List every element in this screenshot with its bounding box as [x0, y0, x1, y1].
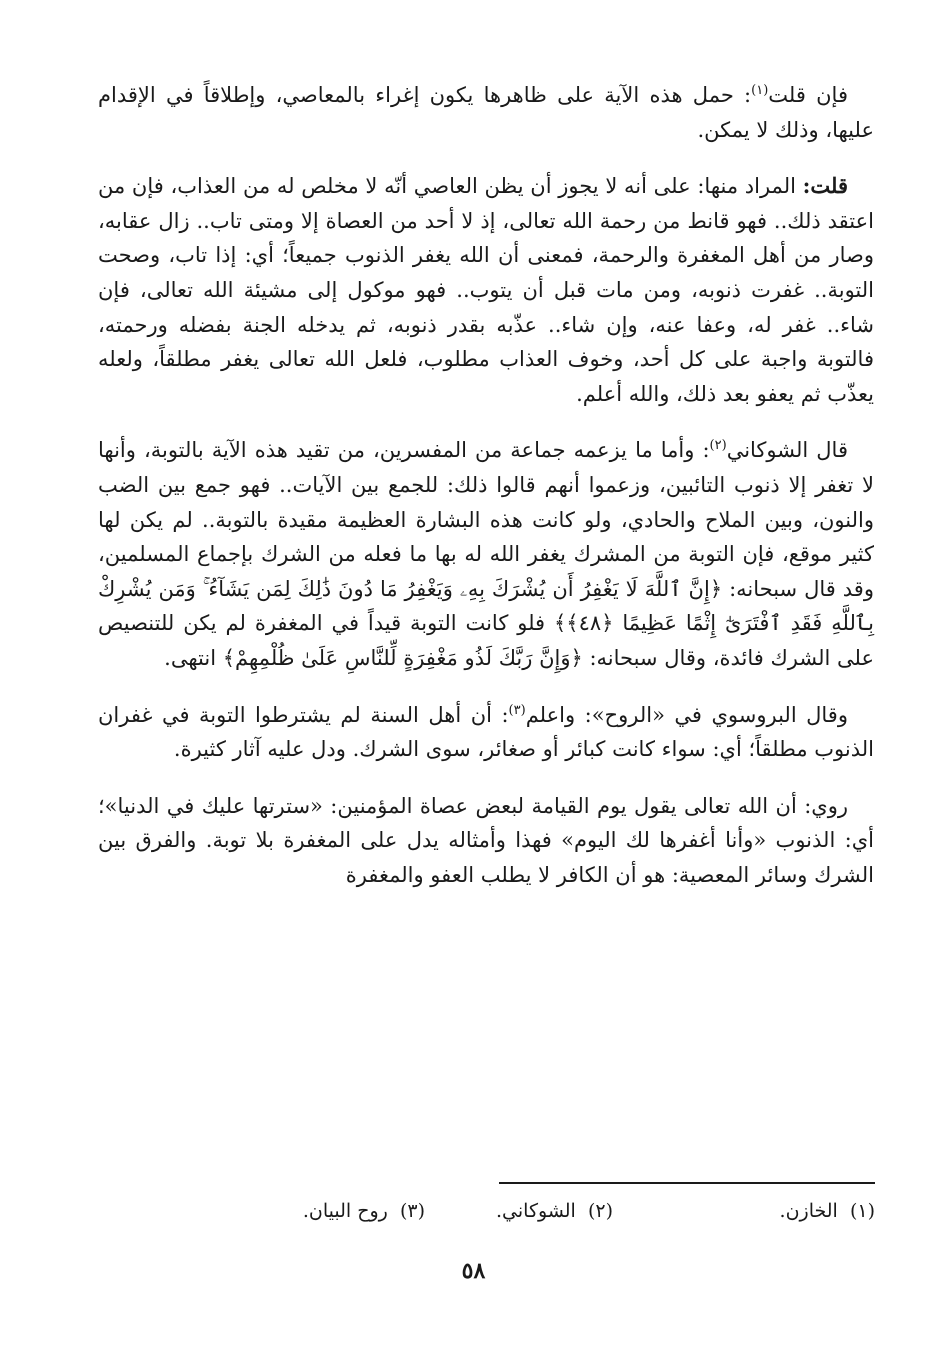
paragraph-3 [98, 433, 874, 675]
paragraph-text: المراد منها: على أنه لا يجوز أن يظن العاصي أنّه لا مخلص له من العذاب، فإن من اعتقد ذلك.. فهو قانط من رحمة الله تعالى، إذ لا أحد من العصاة إلا ومتى تاب.. زال عقابه، وصار من أهل المغفرة والرحمة، فمعنى أن الله يغفر الذنوب جميعاً؛ أي: إذا تاب، وصحت التوبة.. غفرت ذنوبه، ومن مات قبل أن يتوب.. فهو موكول إلى مشيئة الله تعالى، فإن شاء.. غفر له، وعفا عنه، وإن شاء.. عذّبه بقدر ذنوبه، ثم يدخله الجنة بفضله ورحمته، فالتوبة واجبة على كل أحد، وخوف العذاب مطلوب، فلعل الله تعالى يغفر مطلقاً، ولعله يعذّب ثم يعفو بعد ذلك، والله أعلم. [98, 174, 874, 406]
main-text [98, 78, 874, 914]
paragraph-lead: قلت: [802, 173, 848, 199]
paragraph-lead: وقال البروسوي في «الروح»: واعلم [525, 702, 848, 727]
footnote-1 [780, 1196, 875, 1226]
paragraph-2 [98, 169, 874, 411]
paragraph-lead: فإن قلت [768, 83, 848, 107]
paragraph-text: : أن أهل السنة لم يشترطوا التوبة في غفران الذنوب مطلقاً؛ أي: سواء كانت كبائر أو صغائر، سوى الشرك. ودل عليه آثار كثيرة. [98, 702, 874, 762]
paragraph-4 [98, 698, 874, 767]
footnote-number: (٣) [399, 1200, 425, 1222]
footnote-3 [303, 1196, 425, 1226]
paragraph-lead: قال الشوكاني [726, 438, 848, 463]
footnote-2 [496, 1196, 613, 1226]
footnote-number: (٢) [587, 1200, 613, 1222]
paragraph-lead: روي: [804, 793, 848, 818]
paragraph-text: : حمل هذه الآية على ظاهرها يكون إغراء بالمعاصي، وإطلاقاً في الإقدام عليها، وذلك لا يمكن. [98, 83, 874, 142]
paragraph-1 [98, 78, 874, 147]
page-number: ٥٨ [461, 1258, 486, 1284]
paragraph-5 [98, 789, 874, 893]
footnote-ref-3[interactable]: (٣) [508, 702, 526, 718]
footnote-number: (١) [849, 1200, 875, 1222]
footnote-text: الشوكاني. [496, 1200, 576, 1222]
footnote-text: روح البيان. [302, 1200, 388, 1222]
paragraph-text: أن الله تعالى يقول يوم القيامة لبعض عصاة المؤمنين: «سترتها عليك في الدنيا»؛ أي: الذنوب «وأنا أغفرها لك اليوم» فهذا وأمثاله يدل على المغفرة بلا توبة. والفرق بين الشرك وسائر المعصية: هو أن الكافر لا يطلب العفو والمغفرة [98, 793, 874, 887]
paragraph-text: : وأما ما يزعمه جماعة من المفسرين، من تقيد هذه الآية بالتوبة، وأنها لا تغفر إلا ذنوب التائبين، وزعموا أنهم قالوا ذلك: للجمع بين الآيات.. فهو جمع بين الضب والنون، وبين الملاح والحادي، ولو كانت هذه البشارة العظيمة مقيدة بالتوبة.. لم يكن لها كثير موقع، فإن التوبة من المشرك يغفر الله له بها ما فعله من الشرك بإجماع المسلمين، وقد قال سبحانه: ﴿إِنَّ ٱللَّهَ لَا يَغْفِرُ أَن يُشْرَكَ بِهِۦ وَيَغْفِرُ مَا دُونَ ذَٰلِكَ لِمَن يَشَآءُ ۚ وَمَن يُشْرِكْ بِٱللَّهِ فَقَدِ ٱفْتَرَىٰٓ إِثْمًا عَظِيمًا ﴿٤٨﴾﴾ فلو كانت التوبة قيداً في المغفرة لم يكن للتنصيص على الشرك فائدة، وقال سبحانه: ﴿وَإِنَّ رَبَّكَ لَذُو مَغْفِرَةٍ لِّلنَّاسِ عَلَىٰ ظُلْمِهِمْ﴾ انتهى. [98, 438, 875, 670]
footnote-ref-2[interactable]: (٢) [709, 438, 727, 454]
footnote-ref-1[interactable]: (١) [751, 83, 769, 98]
footnote-divider [499, 1182, 875, 1184]
footnote-text: الخازن. [779, 1200, 838, 1222]
